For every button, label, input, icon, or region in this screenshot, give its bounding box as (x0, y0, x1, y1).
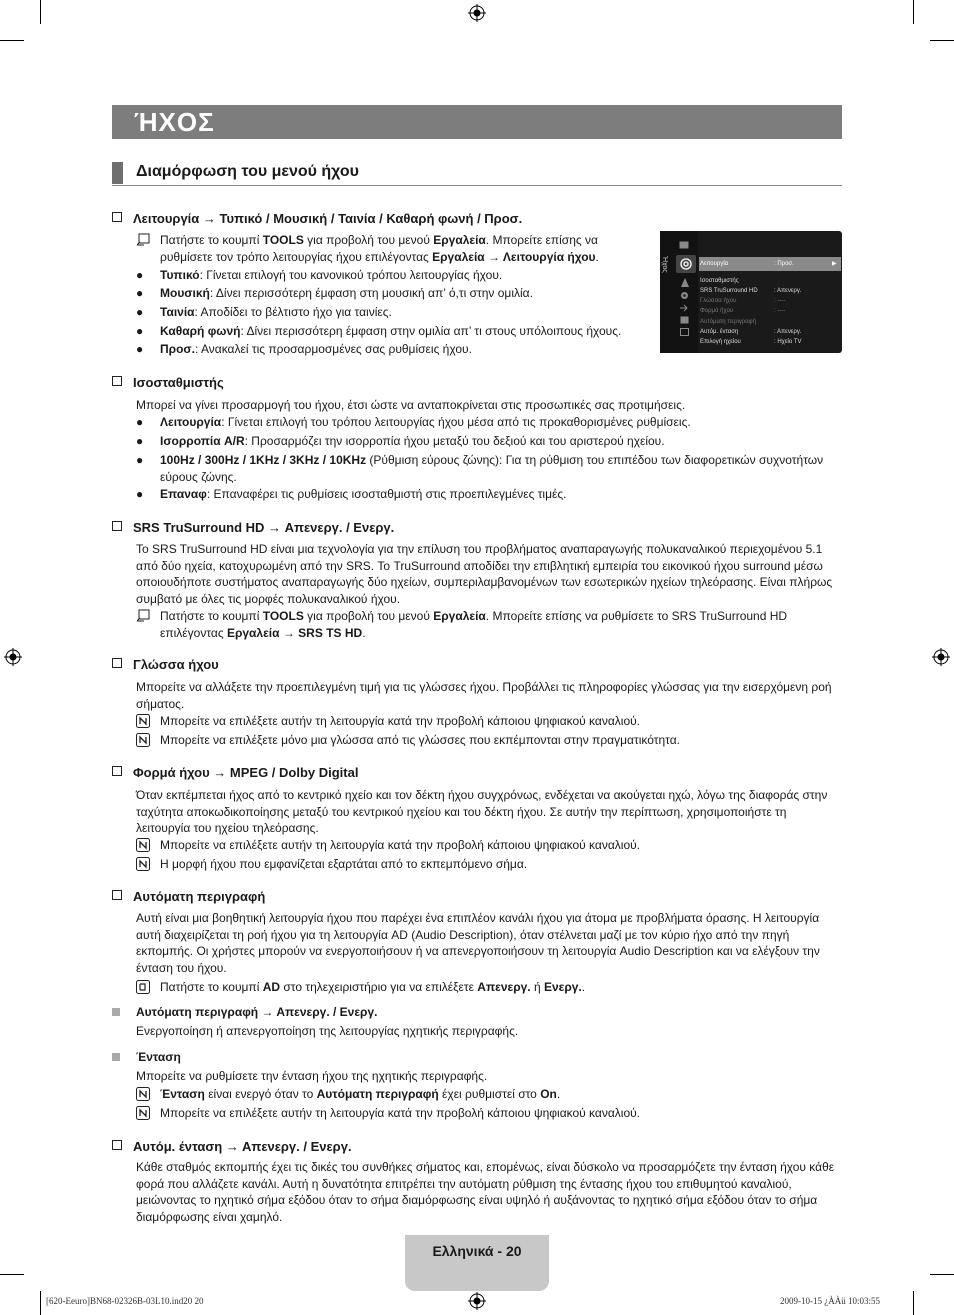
section-heading: Φορμά ήχου → MPEG / Dolby Digital (112, 765, 358, 780)
osd-menu-item: Γλώσσα ήχου : ---- (700, 298, 786, 304)
section-heading: Αυτόματη περιγραφή (112, 889, 265, 904)
input-icon (680, 304, 689, 312)
section-heading: Γλώσσα ήχου (112, 657, 219, 672)
sound-menu-screenshot (660, 231, 842, 353)
note-icon (136, 714, 150, 728)
page-number: Ελληνικά - 20 (432, 1243, 522, 1259)
note-icon (136, 1087, 150, 1101)
paragraph: Μπορείτε να αλλάξετε την προεπιλεγμένη τιμή για τις γλώσσες ήχου. Προβάλλει τις πληροφορίες γλώσσας για την εισερχόμενη ροή σήματος. (136, 680, 832, 711)
page-title: ΉΧΟΣ (134, 107, 215, 137)
crop-mark (40, 0, 41, 24)
sub-heading: Ένταση (112, 1050, 181, 1064)
remote-button-icon (136, 980, 150, 994)
paragraph: Μπορείτε να ρυθμίσετε την ένταση ήχου της ηχητικής περιγραφής. (136, 1069, 488, 1083)
osd-menu-item: Αυτόματη περιγραφή (700, 319, 756, 325)
paragraph: Το SRS TruSurround HD είναι μια τεχνολογία για την επίλυση του προβλήματος αναπαραγωγής πολυκαναλικού περιεχομένου 5.1 από δύο ηχεία, κατοχυρωμένη από την SRS. Το TruSurround αποδίδει την επιβλητική εμπειρία του εικονικού ήχου surround μέσω οποιουδήποτε συστήματος αναπαραγωγής δύο ηχείων, συμπεριλαμβανομένων των εσωτερικών ηχείων τηλεόρασης. Είναι πλήρως συμβατό με όλες τις μορφές πολυκαναλικού ήχου. (136, 542, 833, 606)
page-number-tab (405, 1235, 549, 1291)
osd-menu-item: SRS TruSurround HD : Απενεργ. (700, 288, 802, 294)
subsection-divider (112, 185, 842, 186)
channel-icon (681, 278, 689, 287)
crop-mark (930, 1274, 954, 1275)
registration-mark-icon (932, 648, 950, 666)
support-icon (680, 328, 689, 336)
picture-icon (679, 241, 689, 249)
crop-mark (913, 0, 914, 24)
tools-note-icon (136, 609, 150, 623)
footer-timestamp: 2009-10-15 ¿ÀÀü 10:03:55 (780, 1296, 880, 1306)
gear-icon (680, 291, 689, 300)
section-heading: Λειτουργία → Τυπικό / Μουσική / Ταινία / Καθαρή φωνή / Προσ. (112, 211, 522, 226)
registration-mark-icon (468, 1292, 486, 1310)
paragraph: Ενεργοποίηση ή απενεργοποίηση της λειτουργίας ηχητικής περιγραφής. (136, 1024, 519, 1038)
osd-sidebar (660, 231, 698, 353)
page-title-banner (112, 105, 842, 139)
crop-mark (0, 1274, 24, 1275)
crop-mark (913, 1291, 914, 1315)
section-heading: Ισοσταθμιστής (112, 375, 224, 390)
registration-mark-icon (4, 648, 22, 666)
paragraph: Μπορεί να γίνει προσαρμογή του ήχου, έτσι ώστε να ανταποκρίνεται στις προσωπικές σας προτιμήσεις. (136, 398, 686, 412)
note-icon (136, 733, 150, 747)
paragraph: Όταν εκπέμπεται ήχος από το κεντρικό ηχείο και τον δέκτη ήχου συγχρόνως, ενδέχεται να ακούγεται ηχώ, λόγω της διαφοράς στην ταχύτητα αποκωδικοποίησης μεταξύ του κεντρικού ηχείου και του δέκτη ήχου. Σε αυτήν την περίπτωση, χρησιμοποιήστε τη λειτουργία του ηχείου τηλεόρασης. (136, 788, 828, 835)
sub-heading: Αυτόματη περιγραφή → Απενεργ. / Ενεργ. (112, 1005, 377, 1019)
paragraph: Κάθε σταθμός εκπομπής έχει τις δικές του συνθήκες σήματος και, επομένως, είναι δύσκολο να προσαρμόζετε την ένταση ήχου κάθε φορά που αλλάζετε κανάλι. Αυτή η δυνατότητα επιτρέπει την αυτόματη ρύθμιση της έντασης ήχου του επιθυμητού καναλιού, μειώνοντας το ηχητικό σήμα εξόδου όταν το σήμα διαμόρφωσης είναι υψηλό ή αυξάνοντας το ηχητικό σήμα εξόδου όταν το σήμα διαμόρφωσης είναι χαμηλό. (136, 1160, 835, 1224)
footer-file-info: [620-Eeuro]BN68-02326B-03L10.ind20 20 (46, 1296, 204, 1306)
tools-note-icon (136, 233, 150, 247)
note-icon (136, 838, 150, 852)
crop-mark (40, 1291, 41, 1315)
osd-menu-item: Φορμά ήχου : ---- (700, 308, 786, 314)
osd-tab-label: Ήχος (660, 256, 668, 273)
note-icon (136, 1106, 150, 1120)
section-heading: SRS TruSurround HD → Απενεργ. / Ενεργ. (112, 520, 394, 535)
section-heading: Αυτόμ. ένταση → Απενεργ. / Ενεργ. (112, 1139, 352, 1154)
subsection-marker (112, 162, 123, 184)
osd-menu-item: Λειτουργία : Προσ. ▶ (700, 261, 837, 267)
osd-menu-item: Ισοσταθμιστής (700, 278, 739, 284)
app-icon (680, 316, 689, 324)
crop-mark (930, 40, 954, 41)
crop-mark (0, 40, 24, 41)
registration-mark-icon (468, 4, 486, 22)
osd-menu-item: Επιλογή ηχείου : Ηχείο TV (700, 339, 802, 345)
sound-icon (680, 258, 692, 270)
subsection-title: Διαμόρφωση του μενού ήχου (136, 163, 359, 180)
note-icon (136, 857, 150, 871)
osd-menu-item: Αυτόμ. ένταση : Απενεργ. (700, 329, 802, 335)
paragraph: Αυτή είναι μια βοηθητική λειτουργία ήχου που παρέχει ένα επιπλέον κανάλι ήχου για άτομα με προβλήματα όρασης. Η λειτουργία αυτή διαχειρίζεται τη ροή ήχου για τη λειτουργία AD (Audio Description), όταν στέλνεται μαζί με τον κύριο ήχο από την πηγή εκπομπής. Οι χρήστες μπορούν να ενεργοποιήσουν ή να απενεργοποιήσουν τη λειτουργία Audio Description και να ελέγξουν την ένταση του ήχου. (136, 911, 820, 975)
